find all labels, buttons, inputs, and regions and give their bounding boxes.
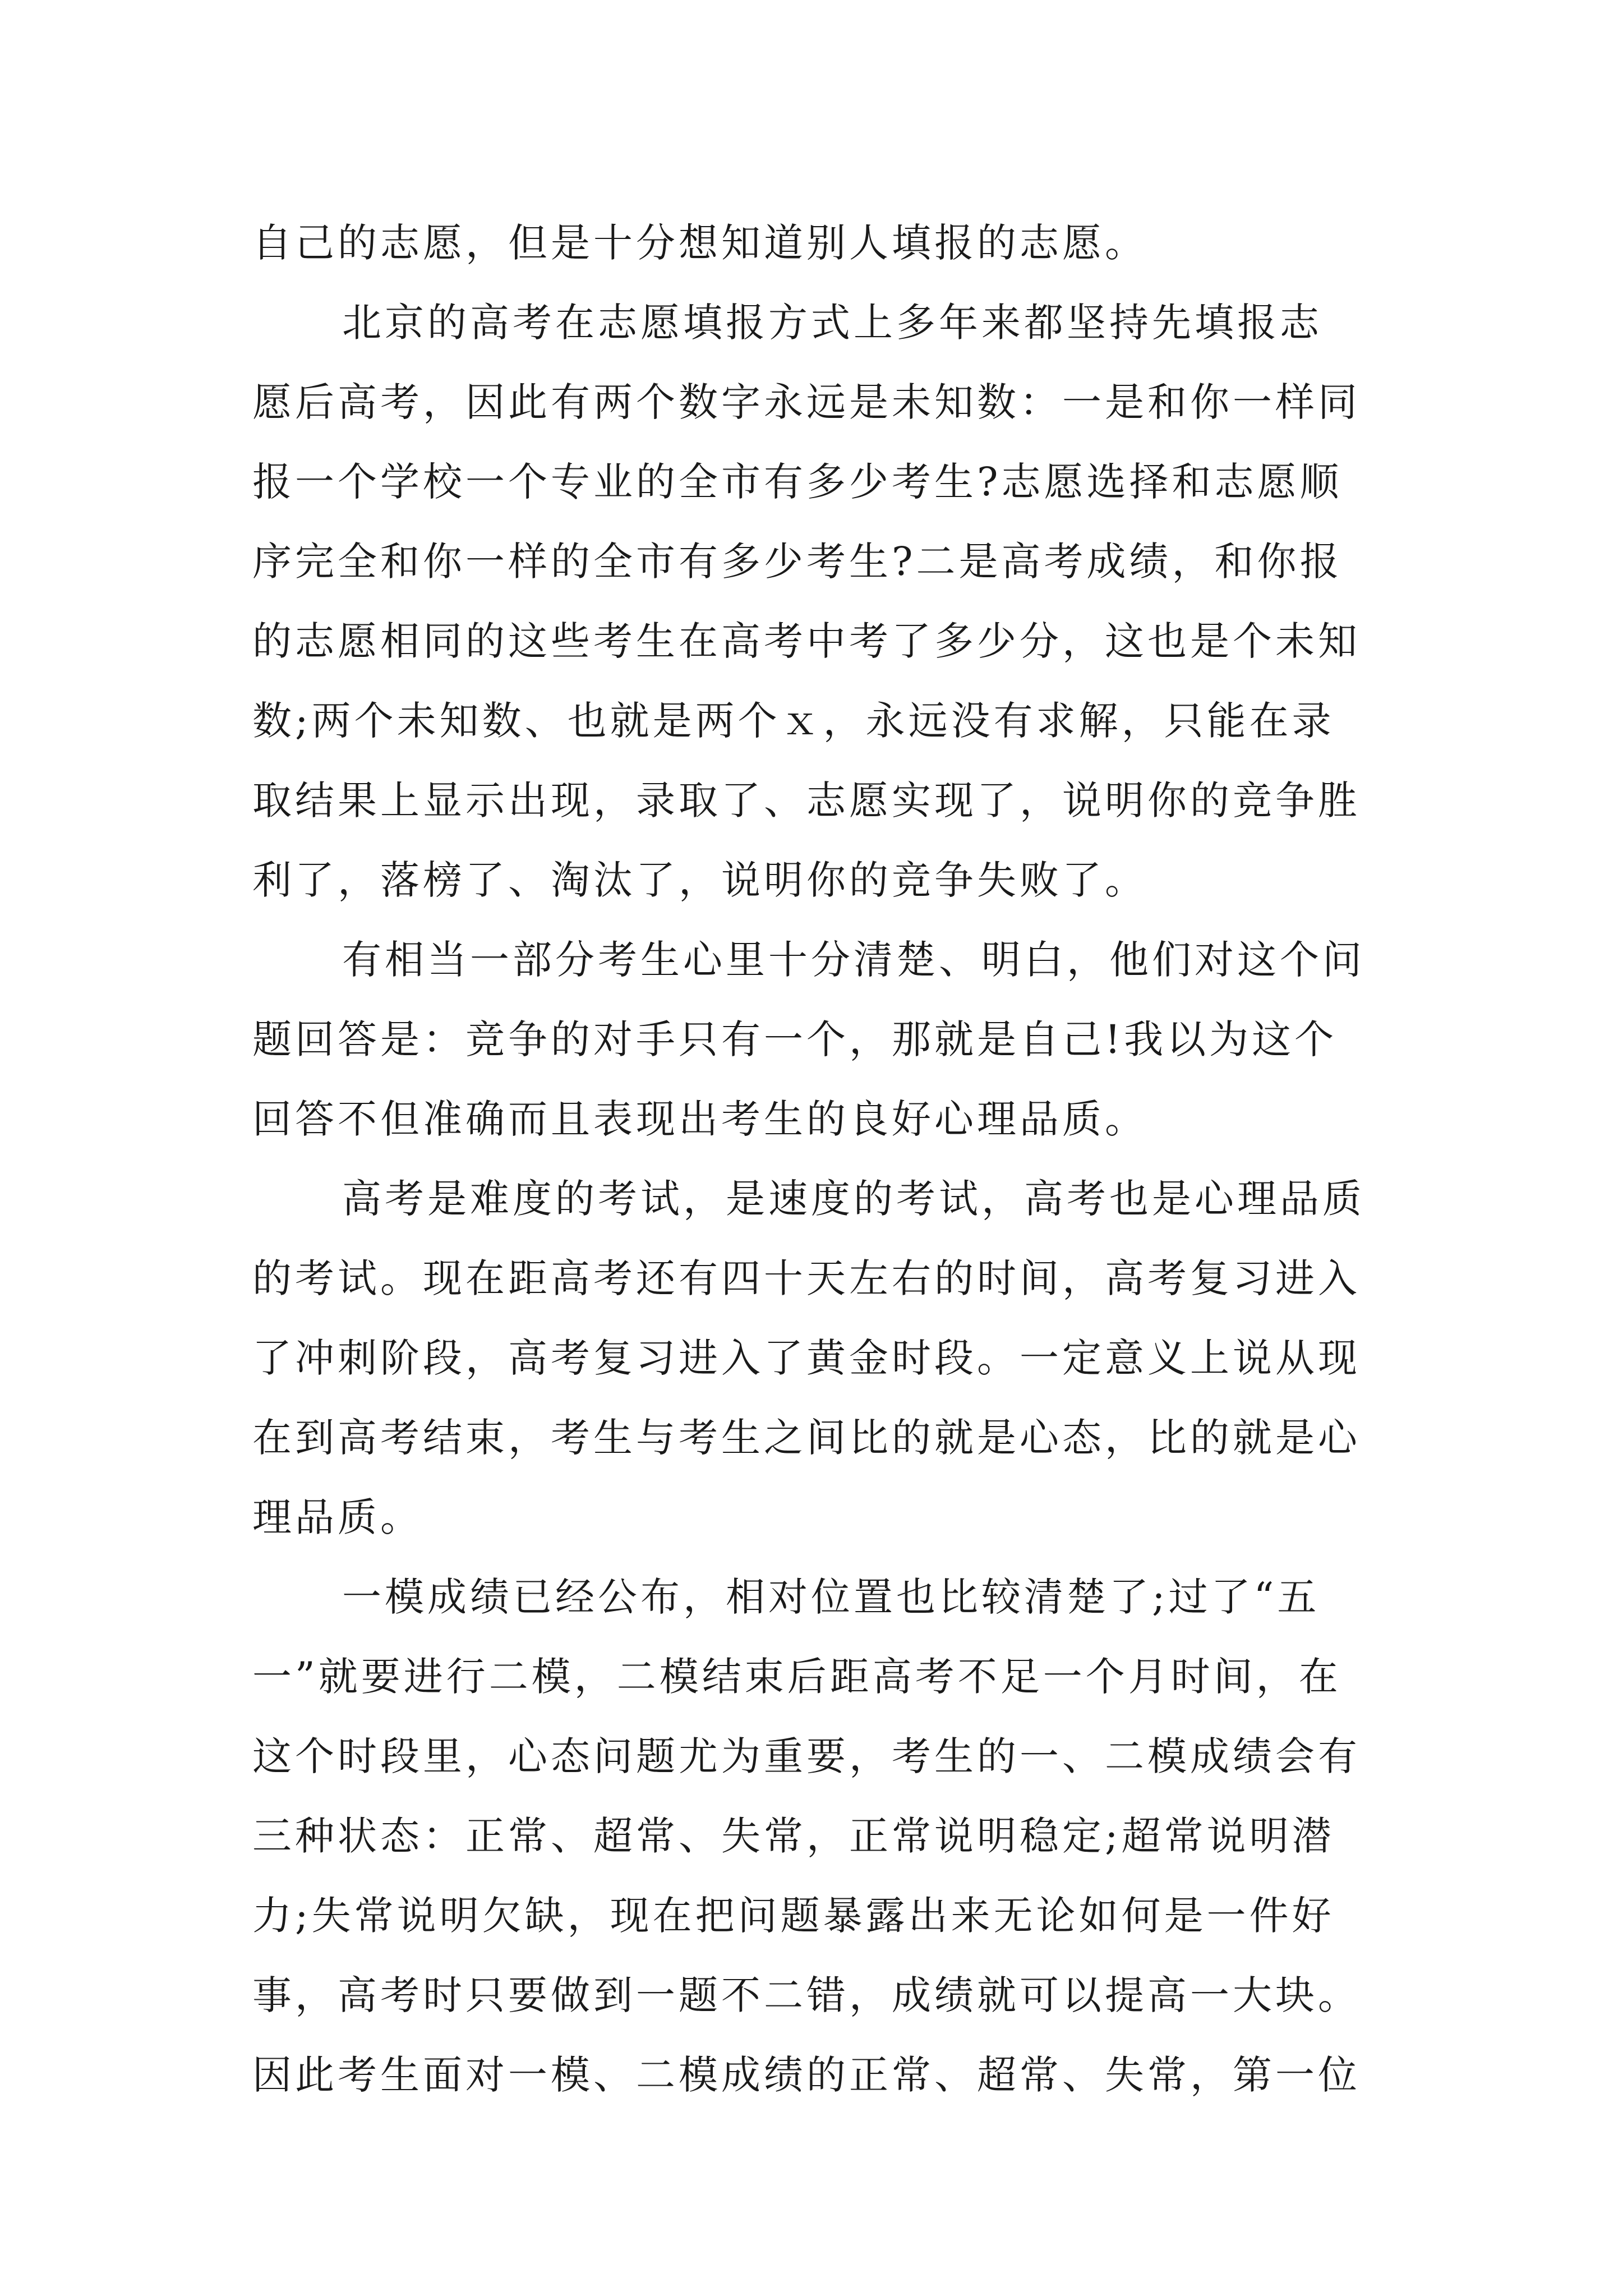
text-line: 有相当一部分考生心里十分清楚、明白，他们对这个问 (342, 937, 1365, 983)
text-line: 一”就要进行二模，二模结束后距高考不足一个月时间，在 (252, 1654, 1341, 1700)
text-line: 利了，落榜了、淘汰了，说明你的竞争失败了。 (252, 857, 1147, 903)
text-line: 回答不但准确而且表现出考生的良好心理品质。 (252, 1096, 1147, 1142)
text-line: 力;失常说明欠缺，现在把问题暴露出来无论如何是一件好 (252, 1893, 1335, 1939)
text-line: 题回答是：竞争的对手只有一个，那就是自己!我以为这个 (252, 1016, 1338, 1062)
text-line: 在到高考结束，考生与考生之间比的就是心态，比的就是心 (252, 1415, 1361, 1461)
text-line: 报一个学校一个专业的全市有多少考生?志愿选择和志愿顺 (252, 459, 1343, 505)
text-line: 事，高考时只要做到一题不二错，成绩就可以提高一大块。 (252, 1972, 1361, 2018)
text-line: 了冲刺阶段，高考复习进入了黄金时段。一定意义上说从现 (252, 1335, 1361, 1381)
text-line: 三种状态：正常、超常、失常，正常说明稳定;超常说明潜 (252, 1813, 1335, 1859)
text-line: 的考试。现在距高考还有四十天左右的时间，高考复习进入 (252, 1255, 1361, 1301)
text-line: 自己的志愿，但是十分想知道别人填报的志愿。 (252, 220, 1147, 266)
text-line: 序完全和你一样的全市有多少考生?二是高考成绩，和你报 (252, 539, 1343, 585)
text-line: 取结果上显示出现，录取了、志愿实现了，说明你的竞争胜 (252, 777, 1361, 823)
text-line: 北京的高考在志愿填报方式上多年来都坚持先填报志 (342, 300, 1322, 346)
text-line: 因此考生面对一模、二模成绩的正常、超常、失常，第一位 (252, 2052, 1361, 2098)
text-line: 一模成绩已经公布，相对位置也比较清楚了;过了“五 (342, 1574, 1320, 1620)
text-line: 高考是难度的考试，是速度的考试，高考也是心理品质 (342, 1176, 1365, 1222)
document-body (252, 203, 1402, 2115)
text-line: 的志愿相同的这些考生在高考中考了多少分，这也是个未知 (252, 618, 1361, 664)
text-line: 理品质。 (252, 1494, 423, 1540)
text-line: 愿后高考，因此有两个数字永远是未知数：一是和你一样同 (252, 379, 1361, 425)
text-line: 数;两个未知数、也就是两个ｘ，永远没有求解，只能在录 (252, 698, 1335, 744)
text-line: 这个时段里，心态问题尤为重要，考生的一、二模成绩会有 (252, 1733, 1361, 1779)
